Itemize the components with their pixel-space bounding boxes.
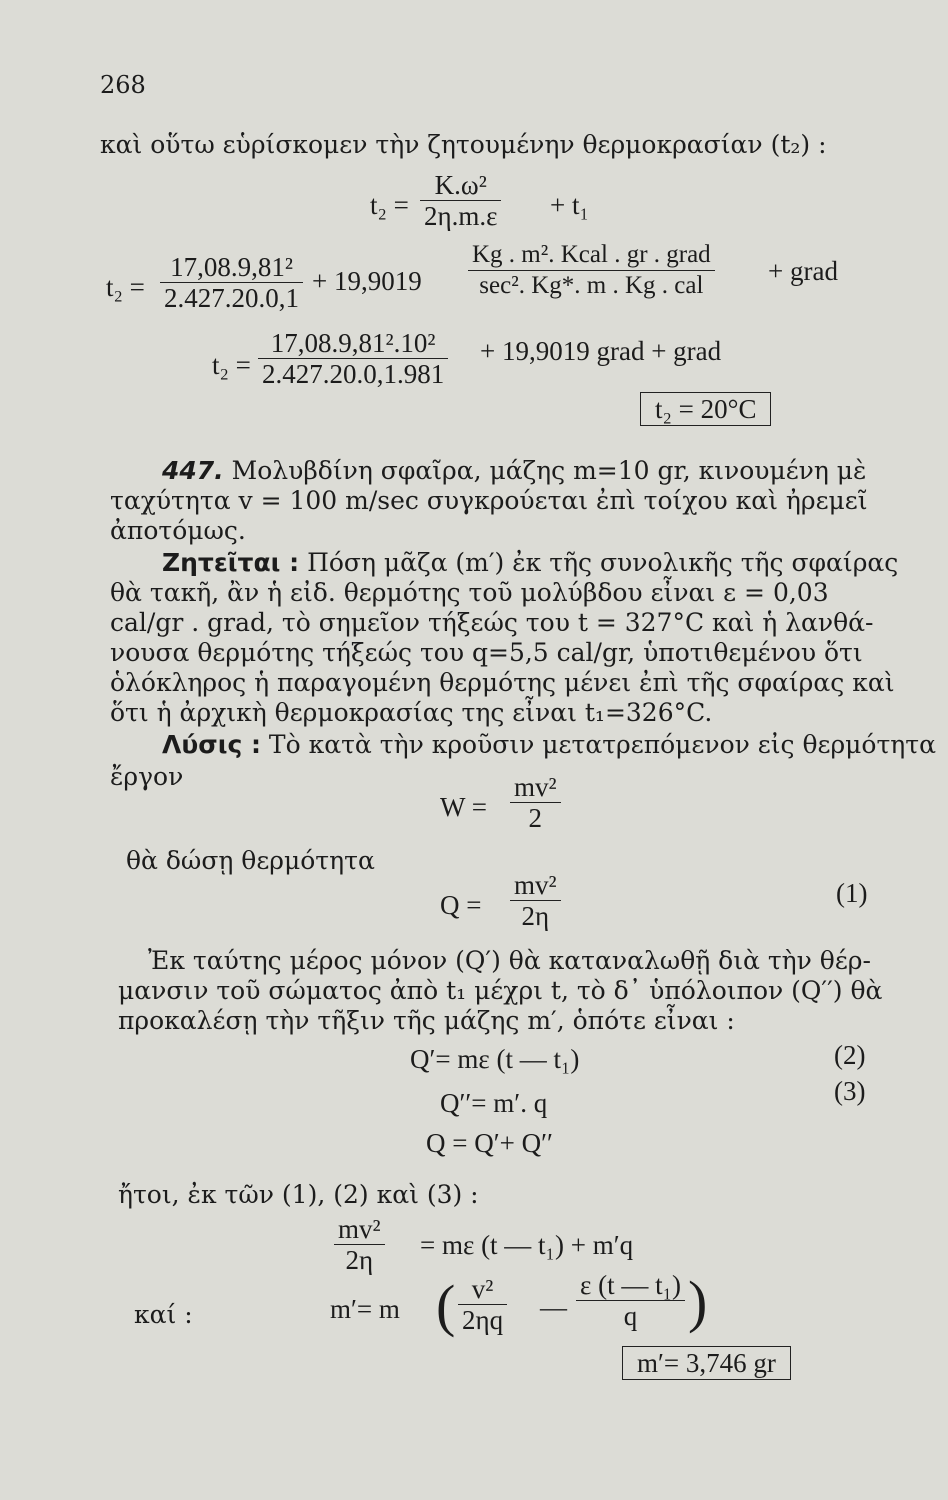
numeric-t2-tail: + grad	[768, 256, 838, 286]
problem-text-1: Μολυβδίνη σφαῖρα, μάζης m=10 gr, κινουμένη μὲ	[231, 456, 867, 485]
inner-fraction-2	[576, 1270, 685, 1331]
inner-fraction-1	[458, 1274, 507, 1335]
inner1-numerator: v²	[471, 1274, 494, 1304]
problem-line-3: ἀποτόμως.	[110, 516, 246, 545]
equation-number-1: (1)	[836, 878, 868, 908]
problem-line-1	[162, 456, 866, 486]
mprime-lhs: m′= m	[330, 1294, 400, 1324]
minus-sign: —	[540, 1292, 567, 1322]
therefore-line: ἤτοι, ἐκ τῶν (1), (2) καὶ (3) :	[118, 1180, 479, 1209]
problem-number: 447.	[162, 456, 224, 485]
heat-line: θὰ δώσῃ θερμότητα	[126, 846, 375, 875]
simplified-t2-numerator: 17,08.9,81².10²	[270, 328, 436, 358]
w-numerator: mv²	[514, 772, 557, 802]
question-line-3: cal/gr . grad, τὸ σημεῖον τήξεώς του t = 327°C καὶ ἡ λανθά-	[110, 608, 874, 637]
eq-q-prime: Q′= mε (t — t₁)	[410, 1044, 580, 1074]
question-line-2: θὰ τακῆ, ἂν ἡ εἰδ. θερμότης τοῦ μολύβδου εἶναι ε = 0,03	[110, 578, 829, 607]
q-numerator: mv²	[514, 870, 557, 900]
units-numerator: Kg . m². Kcal . gr . grad	[472, 241, 711, 268]
question-line-5: ὁλόκληρος ἡ παραγομένη θερμότης μένει ἐπὶ τῆς σφαίρας καὶ	[110, 668, 895, 697]
solution-line-1	[162, 730, 936, 760]
numeric-t2-denominator: 2.427.20.0,1	[160, 282, 303, 313]
numeric-t2-mid: + 19,9019	[312, 266, 422, 296]
q-denominator: 2η	[510, 900, 561, 931]
numeric-t2-fraction	[160, 252, 303, 313]
inner2-numerator: ε (t — t₁)	[580, 1270, 681, 1300]
question-label: Ζητεῖται :	[162, 548, 300, 577]
final-denominator: 2η	[334, 1244, 385, 1275]
right-paren: )	[688, 1269, 708, 1334]
q-lhs: Q =	[440, 890, 482, 920]
and-label: καί :	[134, 1300, 193, 1329]
question-line-6: ὅτι ἡ ἀρχικὴ θερμοκρασίας της εἶναι t₁=326°C.	[110, 698, 713, 727]
formula-t2-fraction	[420, 170, 501, 231]
para-line-2: μανσιν τοῦ σώματος ἀπὸ t₁ μέχρι t, τὸ δ᾿ ὑπόλοιπον (Q′′) θὰ	[118, 976, 883, 1005]
problem-line-2: ταχύτητα v = 100 m/sec συγκρούεται ἐπὶ τοίχου καὶ ἠρεμεῖ	[110, 486, 868, 515]
w-fraction	[510, 772, 561, 833]
para-line-3: προκαλέσῃ τὴν τῆξιν τῆς μάζης m′, ὁπότε εἶναι :	[118, 1006, 735, 1035]
question-text-1: Πόση μᾶζα (m′) ἐκ τῆς συνολικῆς τῆς σφαίρας	[307, 548, 899, 577]
page-number: 268	[100, 71, 146, 99]
equation-number-3: (3)	[834, 1076, 866, 1106]
simplified-t2-lhs: t₂ =	[212, 350, 251, 380]
simplified-t2-rest: + 19,9019 grad + grad	[480, 336, 722, 366]
solution-line-2: ἔργον	[110, 762, 184, 791]
w-lhs: W =	[440, 792, 487, 822]
question-line-1	[162, 548, 898, 578]
inner1-denominator: 2ηq	[458, 1304, 507, 1335]
final-rhs: = mε (t — t₁) + m′q	[420, 1230, 634, 1260]
simplified-t2-fraction	[258, 328, 448, 389]
intro-line: καὶ οὕτω εὑρίσκομεν τὴν ζητουμένην θερμοκρασίαν (t₂) :	[100, 130, 827, 159]
final-fraction	[334, 1214, 385, 1275]
numeric-t2-units	[468, 240, 715, 301]
eq-q-double-prime: Q′′= m′. q	[440, 1088, 548, 1118]
result-mprime-box: m′= 3,746 gr	[622, 1346, 791, 1380]
simplified-t2-denominator: 2.427.20.0,1.981	[258, 358, 448, 389]
q-fraction	[510, 870, 561, 931]
para-line-1: Ἐκ ταύτης μέρος μόνον (Q′) θὰ καταναλωθῇ διὰ τὴν θέρ-	[148, 946, 871, 975]
formula-t2-numerator: K.ω²	[434, 170, 487, 200]
numeric-t2-lhs: t₂ =	[106, 272, 145, 302]
units-denominator: sec². Kg*. m . Kg . cal	[468, 270, 715, 301]
formula-t2-rest: + t₁	[550, 190, 589, 220]
solution-label: Λύσις :	[162, 730, 261, 759]
solution-text-1: Τὸ κατὰ τὴν κροῦσιν μετατρεπόμενον εἰς θερμότητα	[268, 730, 936, 759]
numeric-t2-numerator: 17,08.9,81²	[170, 252, 293, 282]
inner2-denominator: q	[576, 1300, 685, 1331]
question-line-4: νουσα θερμότης τήξεώς του q=5,5 cal/gr, ὑποτιθεμένου ὅτι	[110, 638, 863, 667]
eq-q-sum: Q = Q′+ Q′′	[426, 1128, 553, 1158]
equation-number-2: (2)	[834, 1040, 866, 1070]
w-denominator: 2	[510, 802, 561, 833]
formula-t2-denominator: 2η.m.ε	[420, 200, 501, 231]
left-paren: (	[436, 1273, 456, 1338]
final-numerator: mv²	[338, 1214, 381, 1244]
result-t2-box: t₂ = 20°C	[640, 392, 771, 426]
formula-t2-lhs: t₂ =	[370, 190, 409, 220]
